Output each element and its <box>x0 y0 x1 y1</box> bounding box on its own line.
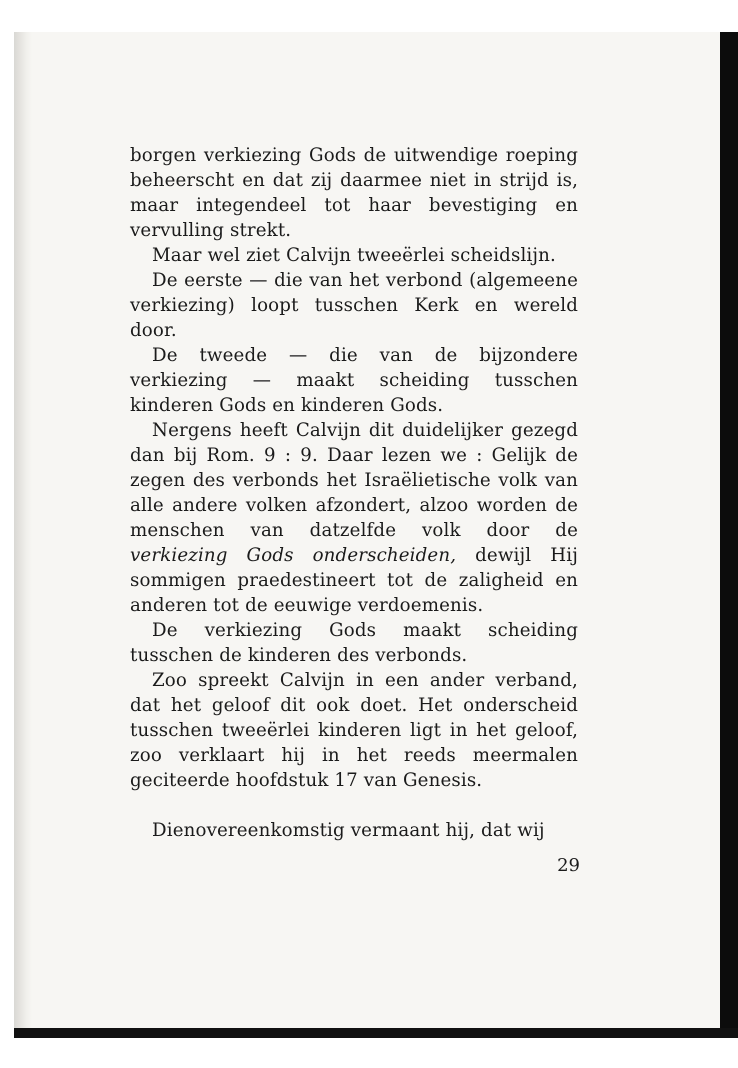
paragraph-verkiezing: De verkiezing Gods maakt scheiding tusschen de kinderen des verbonds. <box>130 620 578 666</box>
paragraph-scheidslijn: Maar wel ziet Calvijn tweeërlei scheidslijn. <box>152 245 556 266</box>
binding-shadow <box>14 32 32 1032</box>
rom-quote-text-start: Nergens heeft Calvijn dit duidelijker gezegd dan bij Rom. 9 : 9. Daar lezen we : Gelijk de zegen des verbonds het Israëlietische volk van alle andere volken afzondert, alzoo worden de menschen van datzelfde volk door de <box>130 420 578 541</box>
paragraph-tweede: De tweede — die van de bijzondere verkiezing — maakt scheiding tusschen kinderen Gods en kinderen Gods. <box>130 345 578 416</box>
rom-quote-italic: verkiezing Gods onderscheiden, <box>130 545 457 566</box>
scan-border-bottom <box>14 1028 738 1038</box>
body-text <box>130 143 578 843</box>
scan-border-right <box>720 32 738 1038</box>
paragraph-continuation: borgen verkiezing Gods de uitwendige roeping beheerscht en dat zij daarmee niet in strijd is, maar integendeel tot haar bevestiging en vervulling strekt. <box>130 145 578 241</box>
paragraph-vermaant: Dienovereenkomstig vermaant hij, dat wij <box>152 820 545 841</box>
paragraph-eerste: De eerste — die van het verbond (algemeene verkiezing) loopt tusschen Kerk en wereld door. <box>130 270 578 341</box>
paragraph-geloof: Zoo spreekt Calvijn in een ander verband, dat het geloof dit ook doet. Het onderscheid tusschen tweeërlei kinderen ligt in het geloof, zoo verklaart hij in het reeds meermalen geciteerde hoofdstuk 17 van Genesis. <box>130 670 578 791</box>
rom-quote-text-end: dewijl Hij sommigen praedestineert tot de zaligheid en anderen tot de eeuwige verdoemenis. <box>130 545 578 616</box>
paragraph-rom-quote <box>130 418 578 618</box>
page-number: 29 <box>557 855 580 876</box>
